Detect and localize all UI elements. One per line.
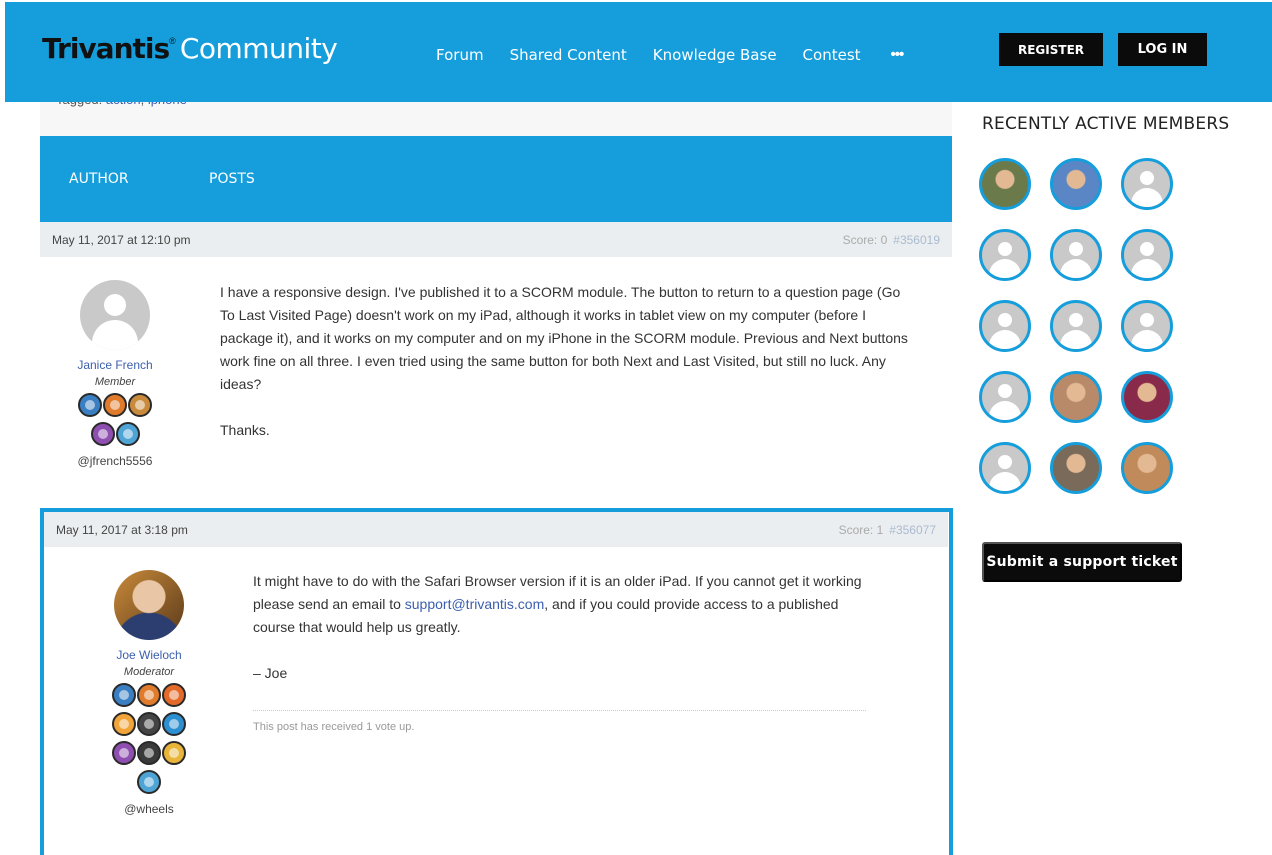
member-avatar[interactable] <box>979 442 1031 494</box>
badge-icon[interactable] <box>162 683 186 707</box>
logo-registered-mark: ® <box>169 36 176 46</box>
author-name-link[interactable]: Janice French <box>77 358 153 372</box>
member-avatar[interactable] <box>979 229 1031 281</box>
badge-icon[interactable] <box>103 393 127 417</box>
member-avatar[interactable] <box>1121 300 1173 352</box>
divider <box>253 710 866 711</box>
vote-summary: This post has received 1 vote up. <box>253 721 415 733</box>
nav-contest[interactable]: Contest <box>802 46 861 64</box>
member-avatar[interactable] <box>979 371 1031 423</box>
badge-row <box>94 683 204 707</box>
main-nav <box>436 46 903 64</box>
member-avatar[interactable] <box>1050 229 1102 281</box>
badge-icon[interactable] <box>128 393 152 417</box>
badge-icon[interactable] <box>162 741 186 765</box>
post-permalink[interactable]: #356077 <box>889 523 936 537</box>
post-content <box>253 570 873 708</box>
sidebar-title: RECENTLY ACTIVE MEMBERS <box>982 114 1230 134</box>
member-avatar[interactable] <box>1121 229 1173 281</box>
nav-forum[interactable]: Forum <box>436 46 484 64</box>
author-role: Moderator <box>123 666 175 678</box>
score-value: Score: 0 <box>842 233 888 247</box>
site-header <box>5 2 1272 102</box>
active-members-grid <box>979 158 1199 494</box>
site-logo[interactable] <box>42 32 337 65</box>
logo-community: Community <box>179 32 338 65</box>
post-meta-bar <box>44 512 948 547</box>
member-avatar[interactable] <box>1121 442 1173 494</box>
author-handle: @jfrench5556 <box>77 454 153 468</box>
badge-icon[interactable] <box>112 683 136 707</box>
post-content <box>220 281 914 465</box>
author-handle: @wheels <box>124 802 174 816</box>
badge-row <box>94 712 204 736</box>
badge-row <box>94 770 204 794</box>
post-score <box>843 233 940 247</box>
submit-support-ticket-button[interactable]: Submit a support ticket <box>982 542 1182 582</box>
member-avatar[interactable] <box>1050 158 1102 210</box>
posts-table-header <box>40 136 952 222</box>
logo-brand: Trivantis <box>42 32 170 65</box>
post-date: May 11, 2017 at 3:18 pm <box>56 523 188 537</box>
column-author: AUTHOR <box>69 171 129 187</box>
register-button[interactable]: REGISTER <box>999 33 1103 66</box>
badge-icon[interactable] <box>116 422 140 446</box>
member-avatar[interactable] <box>979 300 1031 352</box>
post-paragraph: Thanks. <box>220 422 270 438</box>
post-paragraph: I have a responsive design. I've published it to a SCORM module. The button to return to a question page (Go To Last Visited Page) doesn't work on my iPad, although it works in tablet view on my computer (before I package it), and it works on my computer and on my iPhone in the SCORM module. Previous and Next buttons work fine on all three. I even tried using the same button for both Next and Last Visited, but still no luck. Any ideas? <box>220 284 908 392</box>
score-value: Score: 1 <box>838 523 884 537</box>
post-date: May 11, 2017 at 12:10 pm <box>52 233 191 247</box>
post-permalink[interactable]: #356019 <box>893 233 940 247</box>
support-email-link[interactable]: support@trivantis.com <box>404 596 545 612</box>
avatar[interactable] <box>80 280 150 350</box>
badge-icon[interactable] <box>137 741 161 765</box>
badge-icon[interactable] <box>137 712 161 736</box>
post-author <box>94 570 204 816</box>
badge-row <box>60 393 170 417</box>
badge-icon[interactable] <box>137 683 161 707</box>
badge-row <box>60 422 170 446</box>
column-posts: POSTS <box>209 171 255 187</box>
badge-icon[interactable] <box>112 712 136 736</box>
badge-icon[interactable] <box>137 770 161 794</box>
post-author <box>60 280 170 468</box>
badge-icon[interactable] <box>112 741 136 765</box>
badge-icon[interactable] <box>162 712 186 736</box>
nav-more-icon[interactable]: ••• <box>890 46 904 63</box>
author-role: Member <box>94 376 136 388</box>
post-paragraph: – Joe <box>253 665 288 681</box>
member-avatar[interactable] <box>1121 158 1173 210</box>
member-avatar[interactable] <box>979 158 1031 210</box>
avatar[interactable] <box>114 570 184 640</box>
member-avatar[interactable] <box>1050 300 1102 352</box>
badge-row <box>94 741 204 765</box>
badge-icon[interactable] <box>78 393 102 417</box>
post-score <box>839 523 936 537</box>
nav-shared-content[interactable]: Shared Content <box>509 46 627 64</box>
member-avatar[interactable] <box>1121 371 1173 423</box>
author-name-link[interactable]: Joe Wieloch <box>116 648 182 662</box>
badge-icon[interactable] <box>91 422 115 446</box>
post-text: It might have to do with the Safari Browser version if it is an older iPad. If you cannot get it working please send an email to <box>253 573 862 612</box>
login-button[interactable]: LOG IN <box>1118 33 1207 66</box>
member-avatar[interactable] <box>1050 371 1102 423</box>
post-paragraph <box>253 570 873 639</box>
post-meta-bar <box>40 222 952 257</box>
post-text: , and if you could provide access to a published course that would help us greatly. <box>253 596 839 635</box>
nav-knowledge-base[interactable]: Knowledge Base <box>652 46 777 64</box>
member-avatar[interactable] <box>1050 442 1102 494</box>
